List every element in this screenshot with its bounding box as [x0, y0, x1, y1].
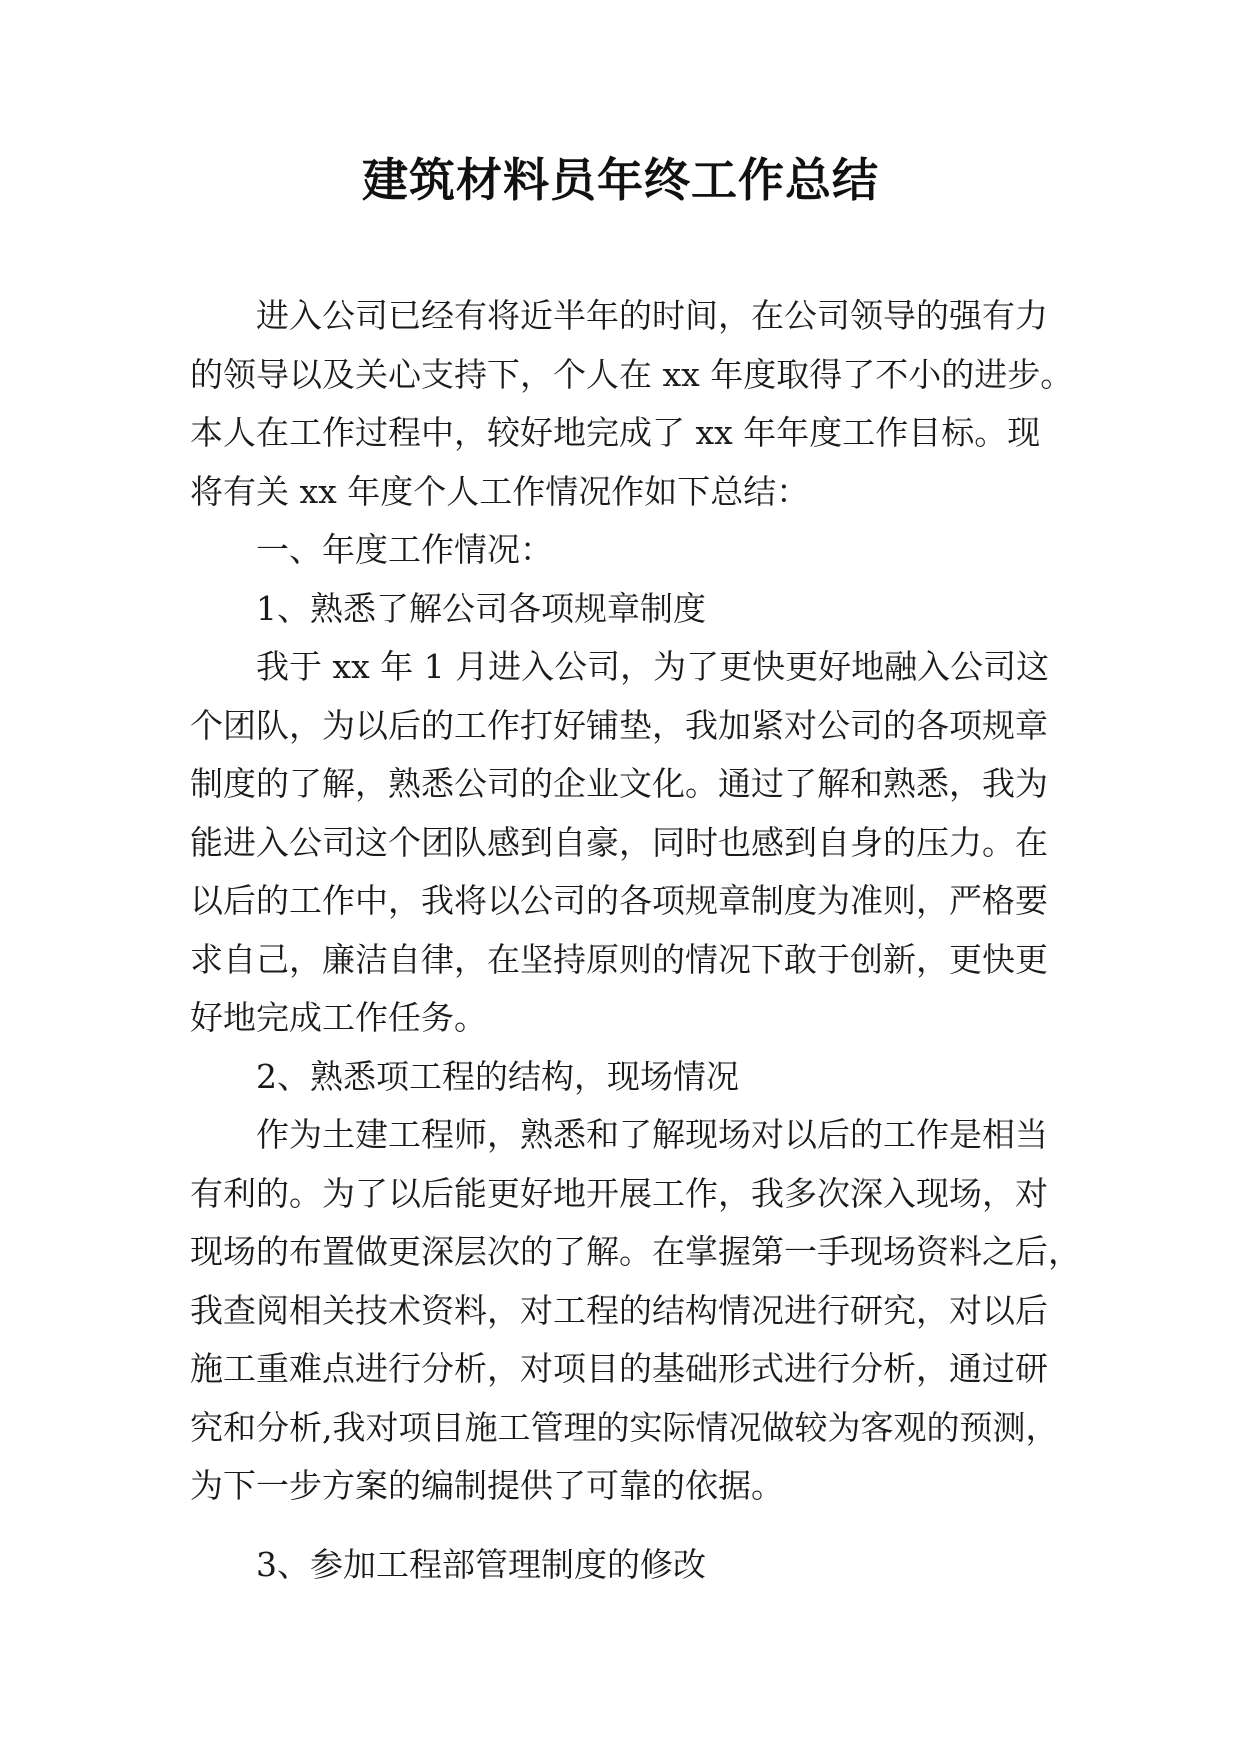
section-heading: 一、年度工作情况： — [256, 530, 553, 569]
document-body — [190, 287, 1081, 1594]
text-line: 制度的了解，熟悉公司的企业文化。通过了解和熟悉，我为 — [190, 764, 1048, 803]
item-heading: 2、熟悉项工程的结构，现场情况 — [256, 1056, 739, 1096]
text-line: 为下一步方案的编制提供了可靠的依据。 — [190, 1466, 784, 1505]
text-line: 进入公司已经有将近半年的时间，在公司领导的强有力 — [256, 296, 1048, 335]
text-line: 我查阅相关技术资料，对工程的结构情况进行研究，对以后 — [190, 1290, 1048, 1330]
text-line: 个团队，为以后的工作打好铺垫，我加紧对公司的各项规章 — [190, 705, 1048, 745]
text-line: 能进入公司这个团队感到自豪，同时也感到自身的压力。在 — [190, 822, 1048, 862]
text-line: 本人在工作过程中，较好地完成了 xx 年年度工作目标。现 — [190, 413, 1041, 452]
text-line: 好地完成工作任务。 — [190, 998, 487, 1037]
text-line: 作为土建工程师，熟悉和了解现场对以后的工作是相当 — [256, 1115, 1048, 1154]
text-line: 我于 xx 年 1 月进入公司，为了更快更好地融入公司这 — [256, 647, 1050, 686]
text-line: 求自己，廉洁自律，在坚持原则的情况下敢于创新，更快更 — [190, 939, 1048, 979]
spacer — [190, 1516, 1056, 1536]
document-title: 建筑材料员年终工作总结 — [362, 153, 879, 207]
paragraph-item-2 — [190, 1106, 1081, 1516]
text-line: 的领导以及关心支持下，个人在 xx 年度取得了不小的进步。 — [190, 354, 1074, 394]
text-line: 将有关 xx 年度个人工作情况作如下总结： — [190, 471, 810, 511]
text-line: 施工重难点进行分析，对项目的基础形式进行分析，通过研 — [190, 1349, 1048, 1388]
text-line: 有利的。为了以后能更好地开展工作，我多次深入现场，对 — [190, 1173, 1048, 1213]
text-line: 究和分析,我对项目施工管理的实际情况做较为客观的预测， — [190, 1407, 1059, 1447]
paragraph-intro — [190, 287, 1074, 521]
item-heading: 3、参加工程部管理制度的修改 — [256, 1544, 706, 1584]
item-heading: 1、熟悉了解公司各项规章制度 — [256, 588, 706, 628]
paragraph-item-1 — [190, 638, 1056, 1048]
text-line: 以后的工作中，我将以公司的各项规章制度为准则，严格要 — [190, 881, 1048, 920]
text-line: 现场的布置做更深层次的了解。在掌握第一手现场资料之后， — [190, 1232, 1081, 1271]
